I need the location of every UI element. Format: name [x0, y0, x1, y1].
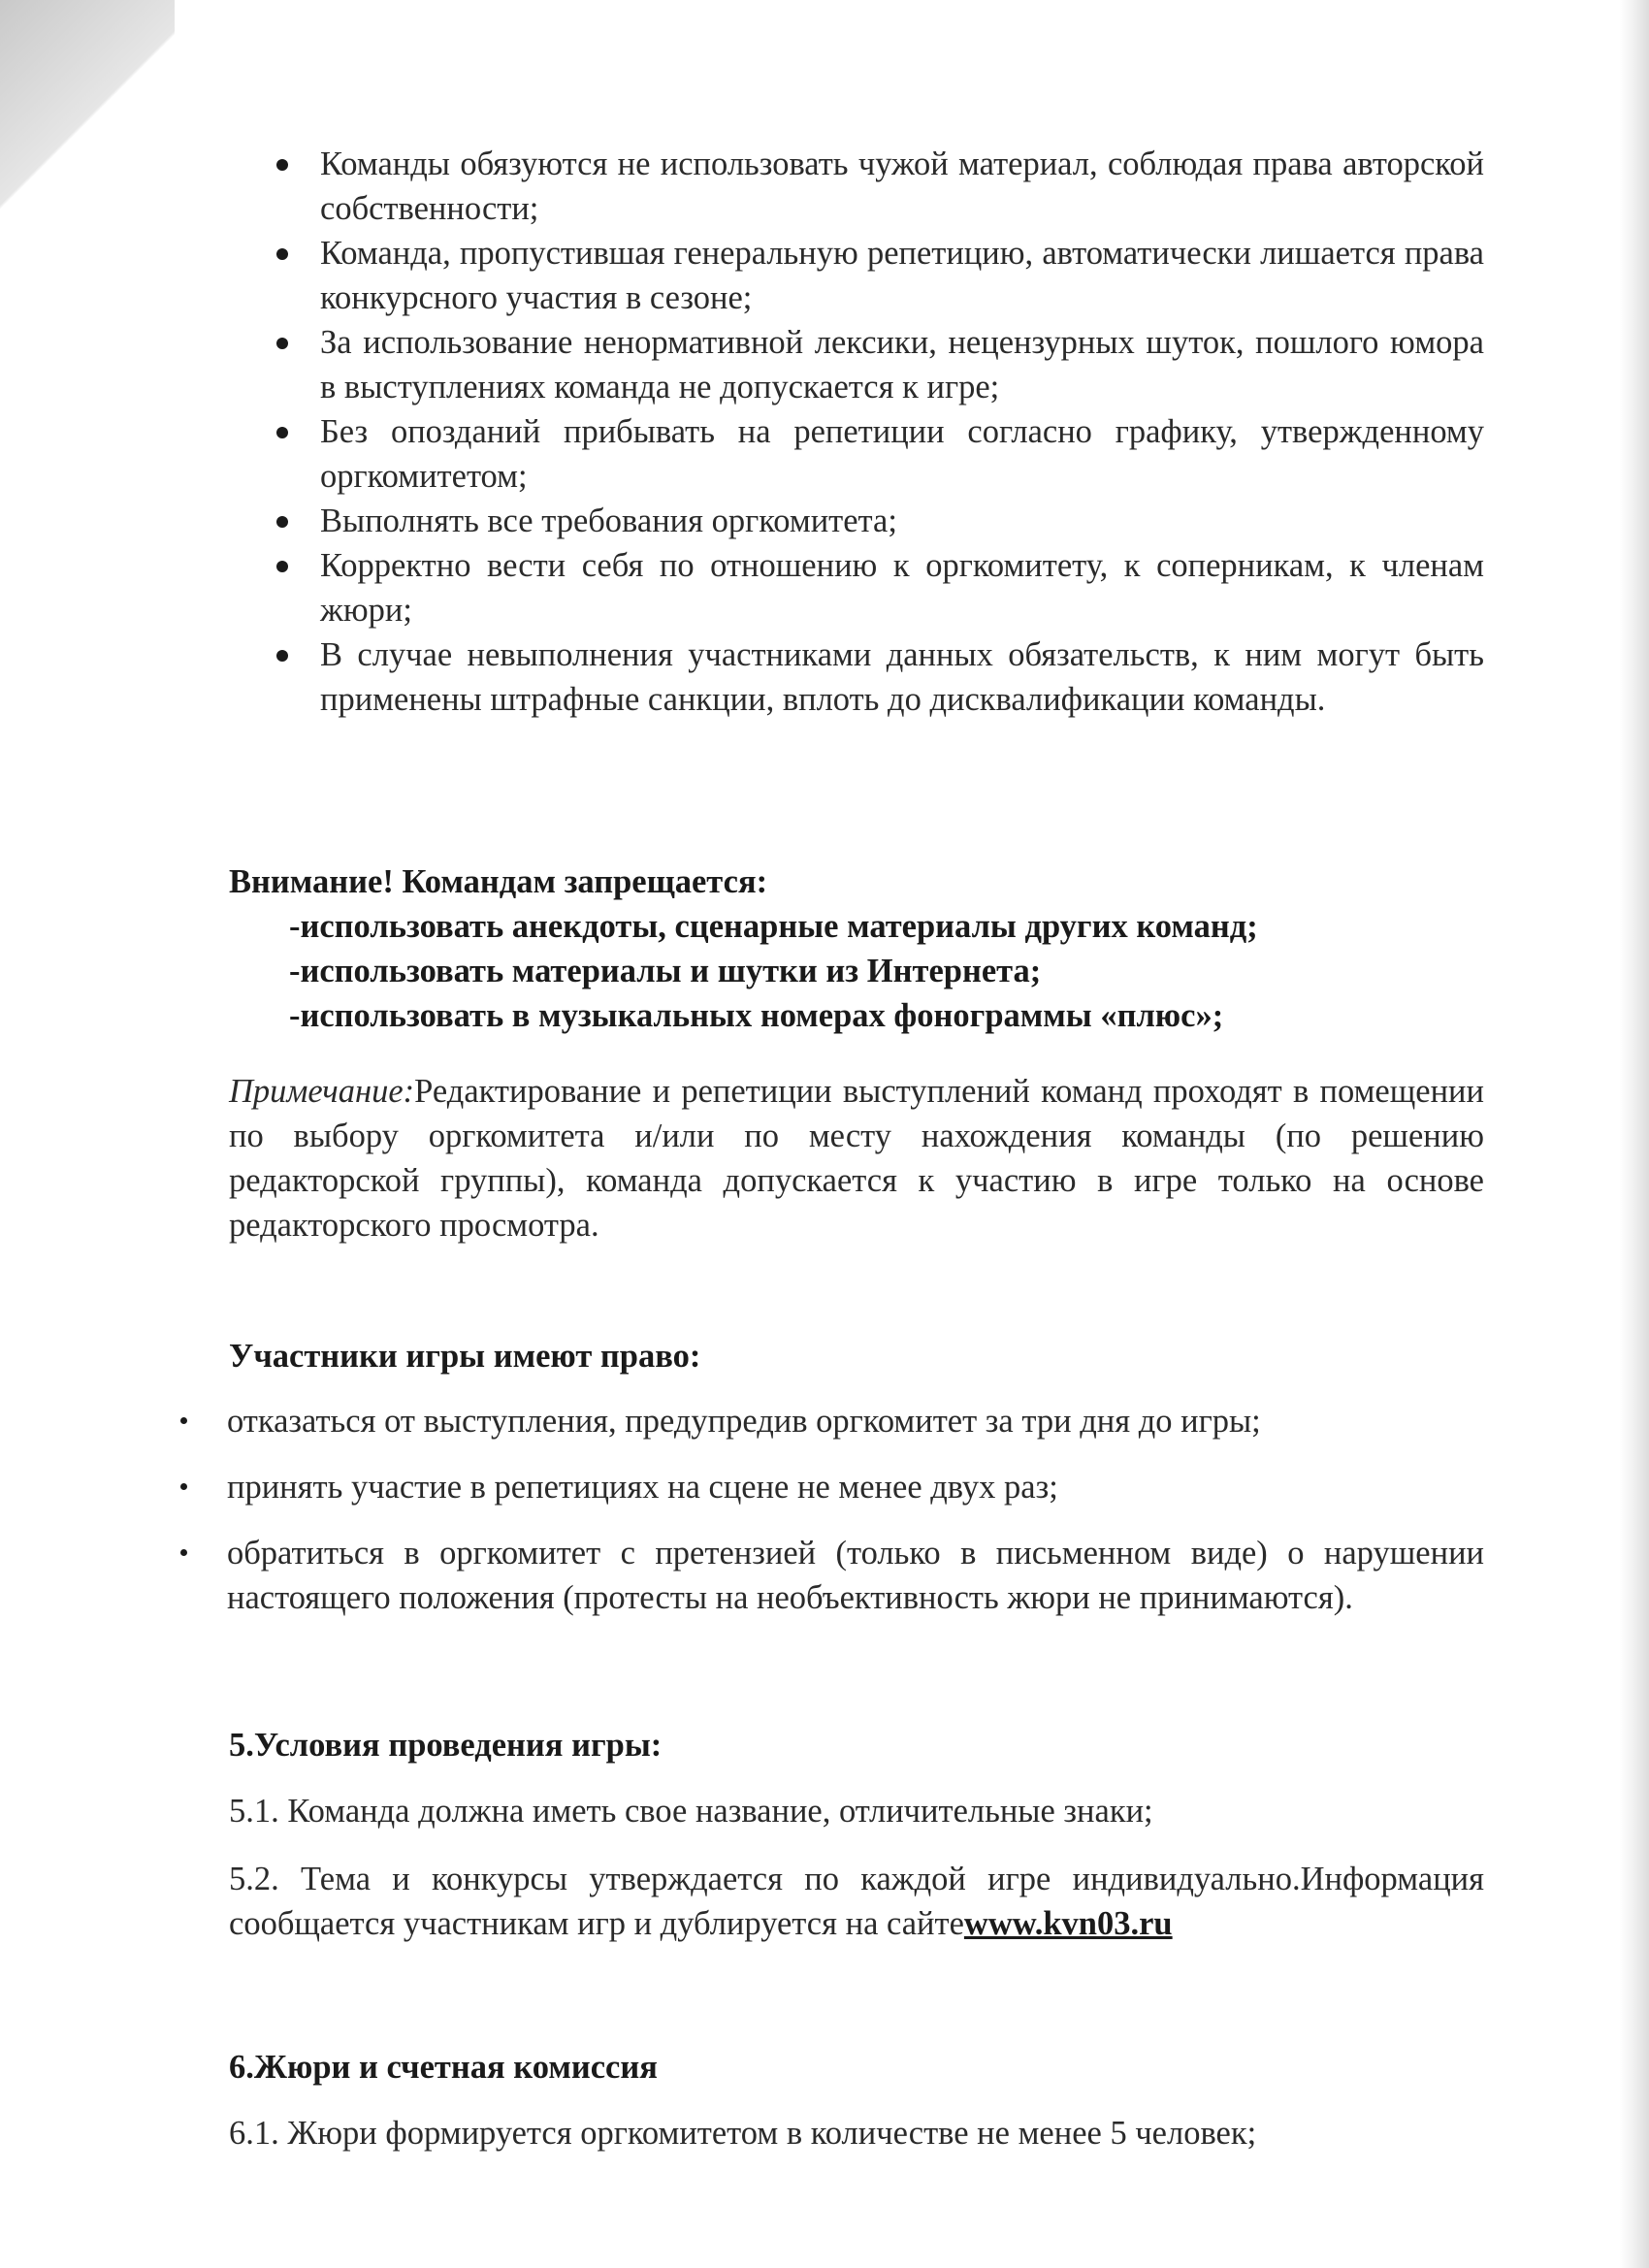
warning-block — [229, 859, 1490, 1038]
list-item: Корректно вести себя по отношению к оргкомитету, к соперникам, к членам жюри; — [320, 543, 1484, 632]
section-paragraph: 5.2. Тема и конкурсы утверждается по каждой игре индивидуально.Информация сообщается участникам игр и дублируется на сайте — [229, 1861, 1484, 1942]
warning-item: -использовать материалы и шутки из Интернета; — [289, 953, 1042, 989]
section-paragraph: 5.1. Команда должна иметь свое название, отличительные знаки; — [229, 1793, 1153, 1830]
rights-heading: Участники игры имеют право: — [229, 1338, 701, 1375]
list-item: Команды обязуются не использовать чужой материал, соблюдая права авторской собственности; — [320, 142, 1484, 231]
list-item: За использование ненормативной лексики, нецензурных шуток, пошлого юмора в выступлениях команда не допускается к игре; — [320, 320, 1484, 409]
section-5 — [229, 1723, 1484, 1946]
list-item: Выполнять все требования оргкомитета; — [320, 499, 1484, 543]
site-link[interactable]: www.kvn03.ru — [963, 1905, 1173, 1942]
note-label: Примечание: — [229, 1073, 415, 1110]
section-6 — [229, 2045, 1484, 2155]
list-item: Без опозданий прибывать на репетиции согласно графику, утвержденному оргкомитетом; — [320, 409, 1484, 499]
list-item: отказаться от выступления, предупредив оргкомитет за три дня до игры; — [227, 1399, 1484, 1443]
list-item: принять участие в репетициях на сцене не менее двух раз; — [227, 1465, 1484, 1509]
warning-item: -использовать в музыкальных номерах фонограммы «плюс»; — [289, 997, 1224, 1034]
rights-list — [227, 1399, 1484, 1641]
warning-item: -использовать анекдоты, сценарные материалы других команд; — [289, 908, 1258, 945]
obligations-list — [320, 142, 1484, 722]
section-heading: 6.Жюри и счетная комиссия — [229, 2049, 658, 2086]
section-heading: 5.Условия проведения игры: — [229, 1727, 663, 1764]
list-item: В случае невыполнения участниками данных обязательств, к ним могут быть применены штрафные санкции, вплоть до дисквалификации команды. — [320, 632, 1484, 722]
note-text: Редактирование и репетиции выступлений команд проходят в помещении по выбору оргкомитета и/или по месту нахождения команды (по решению редакторской группы), команда допускается к участию в игре только на основе редакторского просмотра. — [229, 1073, 1484, 1244]
note-paragraph — [229, 1069, 1484, 1247]
section-paragraph: 6.1. Жюри формируется оргкомитетом в количестве не менее 5 человек; — [229, 2115, 1257, 2152]
list-item: Команда, пропустившая генеральную репетицию, автоматически лишается права конкурсного участия в сезоне; — [320, 231, 1484, 320]
list-item: обратиться в оргкомитет с претензией (только в письменном виде) о нарушении настоящего положения (протесты на необъективность жюри не принимаются). — [227, 1531, 1484, 1620]
warning-heading: Внимание! Командам запрещается: — [229, 863, 768, 900]
